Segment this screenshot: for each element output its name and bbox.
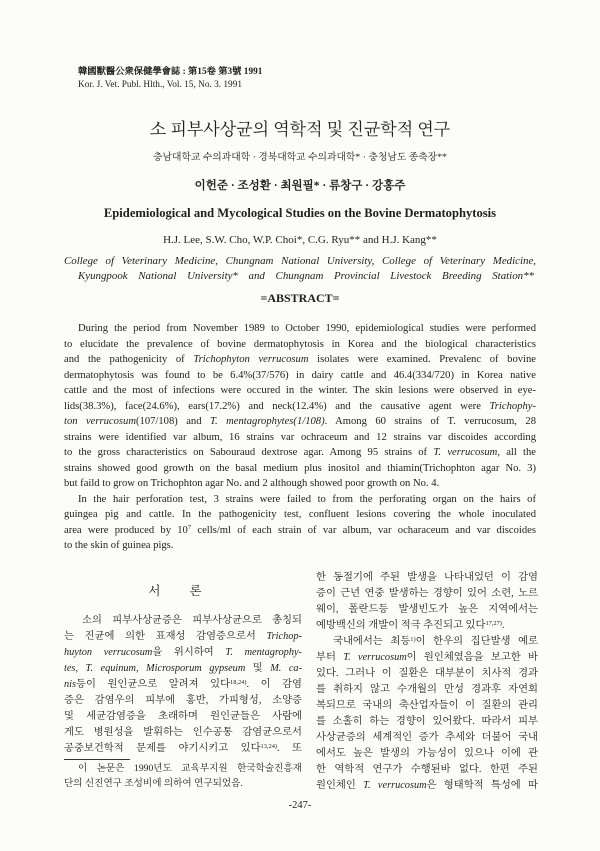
text-run: but faild to grow on Trichophton agar No. and 2 although showed poor growth on No. 4.	[64, 478, 440, 489]
journal-citation-english: Kor. J. Vet. Publ. Hlth., Vol. 15, No. 3. 1991	[78, 80, 243, 90]
footnote	[64, 762, 302, 791]
text-run: strains showed good growth on the basal medium plus inositol and thiamin(Trichophton agar No. 3)	[64, 462, 536, 474]
italic-text: Trichophyton verrucosum	[193, 354, 309, 365]
title-korean: 소 피부사상균의 역학적 및 진균학적 연구	[149, 120, 451, 139]
italic-text: T. mentagrophy-	[225, 647, 302, 658]
italic-text: ton verrucosum	[64, 416, 136, 427]
footnote-line	[64, 777, 302, 792]
abstract-body	[64, 321, 536, 554]
abstract-line	[64, 538, 536, 554]
body-line	[316, 618, 538, 634]
text-run: 웨이, 폴란드등 발생빈도가 높은 지역에서는	[316, 604, 538, 615]
authors-korean: 이헌준 · 조성환 · 최원필* · 류창구 · 강홍주	[194, 180, 406, 192]
text-run: 단의 신진연구 조성비에 의하여 연구되었음.	[64, 777, 243, 789]
body-line	[316, 778, 538, 794]
abstract-line	[64, 492, 536, 508]
journal-citation-korean: 韓國獸醫公衆保健學會誌 : 第15卷 第3號 1991	[78, 67, 263, 77]
body-line	[316, 730, 538, 746]
text-run: , all the	[497, 447, 536, 458]
abstract-line	[64, 507, 536, 523]
text-run: and the pathogenicity of	[64, 354, 194, 365]
abstract-line	[64, 368, 536, 384]
text-run: guingea pig and cattle. In the pathogenicity test, confluent lesions covering the whole inoculated	[64, 509, 536, 520]
body-line	[316, 650, 538, 666]
text-run: area were produced by 10	[64, 524, 188, 536]
abstract-line	[64, 352, 536, 368]
footnote-line	[64, 762, 302, 777]
body-line	[64, 645, 302, 661]
text-run: 은 형태학적 특성에 따	[426, 780, 538, 791]
text-run: 한 동절기에 주된 발생을 나타내었던 이 감염	[316, 572, 538, 583]
text-run: 부터	[316, 652, 344, 663]
text-run: 에서도 높은 발생의 가능성이 있으나 이에 관	[316, 748, 538, 759]
text-run: strains were identified var album, 16 strains var ochraceum and 12 strains var discoides according	[64, 431, 536, 443]
text-run: 이 한우의 집단발생 예로	[415, 636, 538, 647]
italic-text: tes, T. equinum, Microsporum gypseum	[64, 663, 246, 674]
italic-text: nis	[64, 679, 77, 690]
superscript: 18,24)	[230, 678, 247, 686]
text-run: 이 원인체였음을 보고한 바	[406, 652, 539, 663]
text-run: to the skin of guinea pigs.	[64, 540, 174, 551]
body-line	[316, 714, 538, 730]
text-run: 국내에서는 최등	[333, 636, 411, 647]
text-run: 예방백신의 개발이 적극 추진되고 있다	[316, 620, 486, 631]
text-run: 을 위시하여	[152, 647, 226, 658]
body-line	[316, 570, 538, 586]
abstract-line	[64, 399, 536, 415]
body-line	[316, 602, 538, 618]
italic-text: T. mentagrophytes(1/108)	[209, 416, 325, 427]
body-line	[64, 613, 302, 629]
page-number: -247-	[288, 800, 312, 811]
abstract-line	[64, 430, 536, 446]
superscript: 1)	[410, 635, 416, 643]
body-line	[316, 746, 538, 762]
title-english: Epidemiological and Mycological Studies on the Bovine Dermatophytosis	[103, 206, 497, 220]
footnote-rule	[64, 759, 130, 760]
abstract-line	[64, 337, 536, 353]
text-run: 소의 피부사상균증은 피부사상균으로 총칭되	[82, 615, 302, 626]
affiliation-korean: 충남대학교 수의과대학 · 경북대학교 수의과대학* · 충청남도 종축장**	[153, 152, 447, 163]
text-run: 게도 병원성을 발휘하는 인수공통 감염균으로서	[64, 727, 302, 738]
italic-text: Trichop-	[266, 631, 302, 642]
body-line	[64, 709, 302, 725]
body-line	[64, 725, 302, 741]
italic-text: huyton verrucosum	[64, 647, 153, 658]
abstract-line	[64, 461, 536, 477]
text-run: dermatophytosis was found to be 6.4%(37/576) in dairy cattle and 46.4(334/720) in Korea native	[64, 369, 536, 381]
abstract-line	[64, 523, 536, 539]
italic-text: T. verrucosum	[433, 447, 498, 458]
text-run: . Among 60 strains of T. verrucosum, 28	[324, 416, 536, 427]
body-line	[64, 693, 302, 709]
abstract-line	[64, 414, 536, 430]
superscript: 7	[187, 523, 192, 531]
body-line	[64, 629, 302, 645]
text-run: 를 취하지 않고 수개월의 만성 경과후 자연회	[316, 684, 538, 695]
affiliation-line: College of Veterinary Medicine, Chungnam National University, College of Veterinary Medicine,	[64, 255, 536, 267]
body-line	[316, 762, 538, 778]
italic-text: T. verrucosum	[343, 652, 407, 663]
text-run: cells/ml of each strain of var album, var ocharaceum and var discoides	[191, 524, 536, 536]
superscript: 17,27)	[485, 619, 502, 627]
text-run: cattle and the most of infections were occured in the winter. The skin lesions were observed in eye-	[64, 385, 536, 396]
text-run: 는 진균에 의한 표재성 감염증으로서	[64, 631, 267, 642]
text-run: 증이 근년 연중 발생하는 경향이 있어 소련, 노르	[316, 588, 538, 599]
text-run: to the gross characteristics on Sabouraud dextrose agar. Among 95 strains of	[64, 447, 434, 458]
text-run: isolates were examined. Prevalenc of bovine	[308, 354, 536, 365]
text-run: 이 논문은 1990년도 교육부지원 한국학술진흥재	[78, 763, 302, 774]
text-run: 한 역학적 연구가 수행된바 없다. 한편 주된	[316, 764, 538, 775]
text-run: to elucidate the prevalence of bovine dermatophytosis in Korea and the biological characteristics	[64, 338, 536, 350]
body-line	[316, 666, 538, 682]
text-run: 공중보건학적 문제를 야기시키고 있다	[64, 743, 261, 754]
body-line	[316, 698, 538, 714]
text-run: (107/108) and	[136, 416, 210, 427]
abstract-line	[64, 321, 536, 337]
body-line	[64, 661, 302, 677]
introduction-heading: 서 론	[148, 584, 202, 598]
body-line	[316, 682, 538, 698]
text-run: 있다. 그러나 이 질환은 대부분이 치사적 경과	[316, 668, 538, 679]
abstract-heading: =ABSTRACT=	[260, 291, 340, 305]
text-run: 등이 원인균으로 알려져 있다	[76, 679, 231, 690]
introduction-left-column	[64, 613, 302, 757]
superscript: 13,24)	[260, 742, 277, 750]
journal-header	[78, 66, 262, 92]
authors-english: H.J. Lee, S.W. Cho, W.P. Choi*, C.G. Ryu** and H.J. Kang**	[163, 234, 437, 246]
italic-text: M. ca-	[270, 663, 302, 674]
body-line	[316, 586, 538, 602]
introduction-right-column	[316, 570, 538, 794]
affiliation-line: Kyungpook National University* and Chungnam Provincial Livestock Breeding Station**	[78, 270, 534, 282]
body-line	[64, 741, 302, 757]
abstract-line	[64, 445, 536, 461]
text-run: 를 소홀히 하는 경향이 있어왔다. 따라서 피부	[316, 716, 538, 727]
italic-text: Trichophy-	[489, 400, 536, 412]
affiliation-english	[64, 254, 536, 284]
text-run: During the period from November 1989 to October 1990, epidemiological studies were performed	[78, 323, 536, 334]
text-run: 및	[245, 663, 271, 674]
text-run: 사상균증의 세계적인 증가 추세와 더불어 국내	[316, 732, 538, 743]
text-run: 및 세균감염증을 초래하며 원인균들은 사람에	[64, 711, 302, 722]
text-run: In the hair perforation test, 3 strains were failed to from the perforating organ on the hairs of	[78, 493, 536, 505]
text-run: lids(38.3%), face(24.6%), ears(17.2%) and neck(12.4%) and the causative agent were	[64, 400, 490, 412]
text-run: 원인체인	[316, 780, 364, 791]
text-run: . 이 감염	[246, 679, 302, 690]
text-run: 증은 감염우의 피부에 홍반, 가피형성, 소양증	[64, 695, 302, 706]
text-run: . 또	[277, 743, 302, 754]
text-run: 복되므로 국내의 축산업자들이 이 질환의 관리	[316, 700, 538, 711]
body-line	[316, 634, 538, 650]
abstract-line	[64, 383, 536, 399]
text-run: .	[501, 620, 505, 631]
abstract-line	[64, 476, 536, 492]
italic-text: T. verrucosum	[363, 780, 427, 791]
body-line	[64, 677, 302, 693]
